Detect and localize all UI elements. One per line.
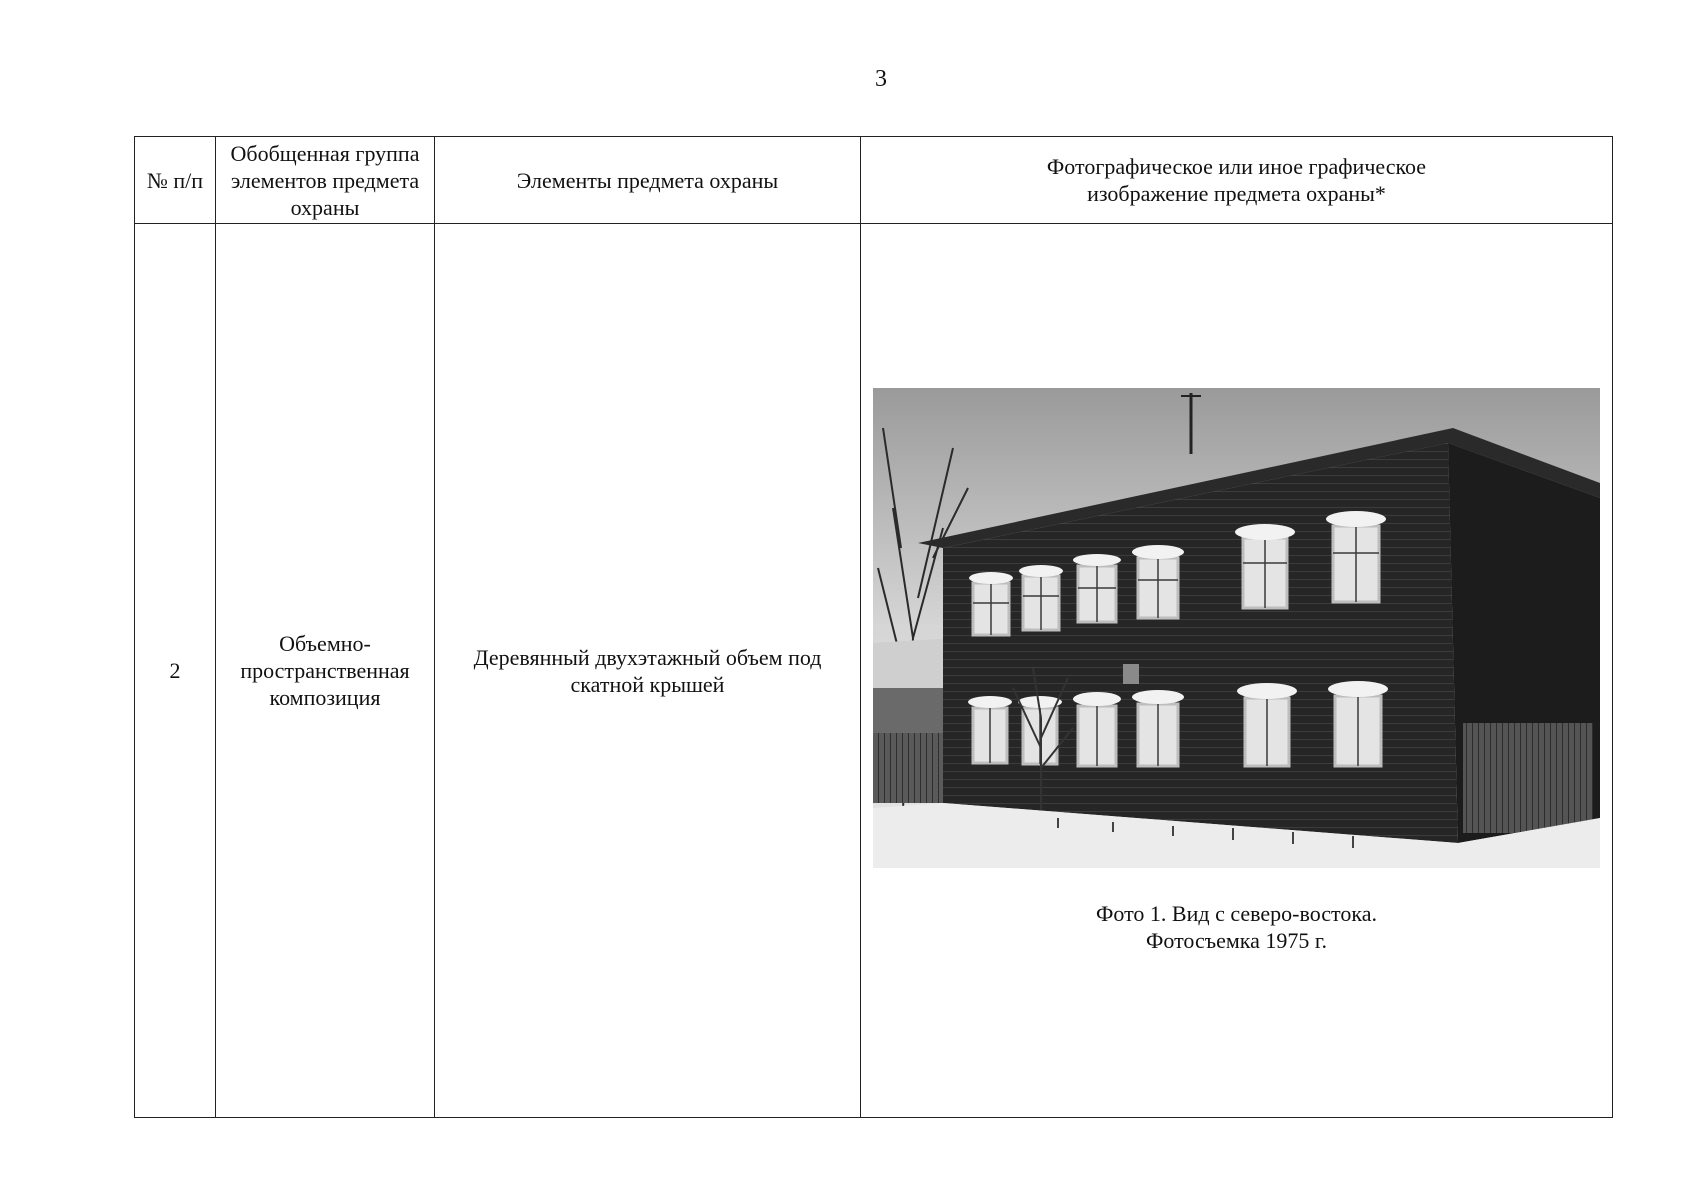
row-photo-cell xyxy=(861,224,1613,1118)
table-row xyxy=(135,224,1613,1118)
row-elements: Деревянный двухэтажный объем под скатной крышей xyxy=(435,224,861,1118)
row-num: 2 xyxy=(135,224,216,1118)
table-header-row xyxy=(135,137,1613,224)
photo-caption-line2: Фотосъемка 1975 г. xyxy=(1146,928,1327,953)
header-elements: Элементы предмета охраны xyxy=(435,137,861,224)
row-group: Объемно-пространственная композиция xyxy=(216,224,435,1118)
header-num: № п/п xyxy=(135,137,216,224)
protection-subject-table xyxy=(134,136,1613,1118)
house-photo xyxy=(873,388,1600,868)
house-photo-image xyxy=(873,388,1600,868)
header-photo: Фотографическое или иное графическое изображение предмета охраны* xyxy=(861,137,1613,224)
photo-caption-line1: Фото 1. Вид с северо-востока. xyxy=(1096,901,1377,926)
page-number: 3 xyxy=(875,66,887,92)
photo-caption xyxy=(861,900,1612,954)
header-group: Обобщенная группа элементов предмета охраны xyxy=(216,137,435,224)
